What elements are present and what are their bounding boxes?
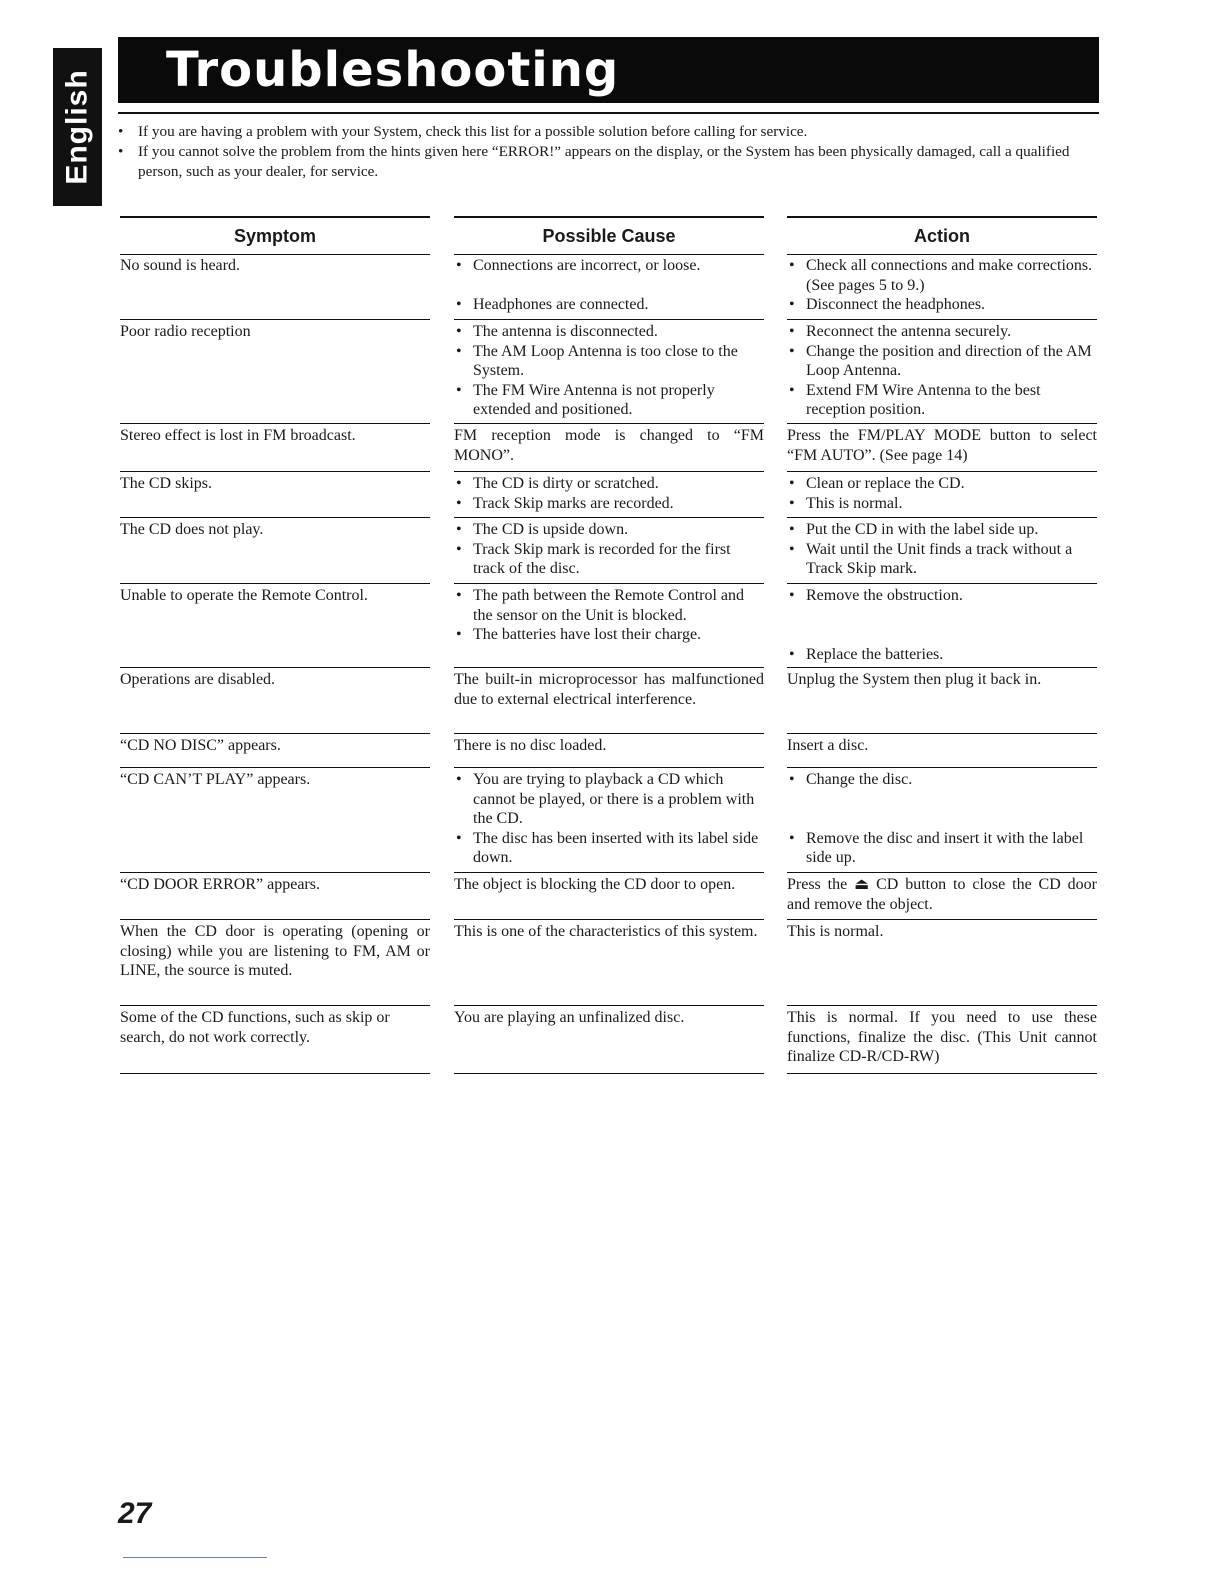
intro-list [118,122,1103,182]
footer-line [123,1557,267,1558]
action-item: • Wait until the Unit finds a track without a Track Skip mark. [787,540,1097,579]
cause-cell: The object is blocking the CD door to open. [454,872,764,895]
cause-item: • The batteries have lost their charge. [454,625,764,645]
action-item: • Replace the batteries. [787,645,1097,665]
action-cell: Insert a disc. [787,733,1097,756]
title-divider [118,112,1099,114]
cause-column [454,216,764,1026]
cause-item: • The path between the Remote Control and the sensor on the Unit is blocked. [454,586,764,625]
cause-item: • The AM Loop Antenna is too close to the System. [454,342,764,381]
action-item: • Check all connections and make corrections. (See pages 5 to 9.) [787,256,1097,295]
cause-item: • You are trying to playback a CD which cannot be played, or there is a problem with the CD. [454,770,764,829]
cause-item: • Headphones are connected. [454,295,764,315]
cause-item: • The CD is upside down. [454,520,764,540]
symptom-cell: Stereo effect is lost in FM broadcast. [120,423,430,446]
action-cell [787,767,1097,868]
symptom-cell: “CD CAN’T PLAY” appears. [120,767,430,790]
cause-cell: The built-in microprocessor has malfunctioned due to external electrical interference. [454,667,764,709]
action-item: • Remove the obstruction. [787,586,1097,606]
action-item: • Reconnect the antenna securely. [787,322,1097,342]
action-column [787,216,1097,1065]
symptom-header: Symptom [120,216,430,255]
cause-cell [454,583,764,645]
action-item: • This is normal. [787,494,1097,514]
action-header: Action [787,216,1097,255]
symptom-cell: Some of the CD functions, such as skip or search, do not work correctly. [120,1005,430,1047]
action-item: • Change the disc. [787,770,1097,790]
action-item: • Extend FM Wire Antenna to the best reception position. [787,381,1097,420]
symptom-cell: No sound is heard. [120,257,240,274]
cause-cell: FM reception mode is changed to “FM MONO”. [454,423,764,465]
language-tab [53,48,102,206]
action-item: • Put the CD in with the label side up. [787,520,1097,540]
cause-header: Possible Cause [454,216,764,255]
language-label: English [60,69,94,185]
cause-item: • The CD is dirty or scratched. [454,474,764,494]
cause-item: • Track Skip marks are recorded. [454,494,764,514]
intro-item: • If you are having a problem with your System, check this list for a possible solution before calling for service. [118,122,1103,142]
symptom-cell: Operations are disabled. [120,667,430,690]
action-cell [787,471,1097,513]
cause-cell [454,471,764,513]
cause-item: • The antenna is disconnected. [454,322,764,342]
cause-cell [454,517,764,579]
table-bottom-rule [120,1073,430,1074]
action-cell [787,254,1097,315]
cause-cell [454,319,764,420]
action-item: • Change the position and direction of the AM Loop Antenna. [787,342,1097,381]
cause-item: • Track Skip mark is recorded for the first track of the disc. [454,540,764,579]
symptom-cell: When the CD door is operating (opening or closing) while you are listening to FM, AM or LINE, the source is muted. [120,919,430,981]
cause-cell: There is no disc loaded. [454,733,764,756]
symptom-cell: “CD DOOR ERROR” appears. [120,872,430,895]
symptom-column [120,216,430,1046]
action-cell: This is normal. [787,919,1097,942]
symptom-cell: The CD skips. [120,471,430,494]
cause-cell: You are playing an unfinalized disc. [454,1005,764,1028]
action-cell [787,319,1097,420]
cause-cell [454,254,764,315]
cause-item: • The disc has been inserted with its label side down. [454,829,764,868]
symptom-cell: Poor radio reception [120,319,430,342]
action-cell [787,517,1097,579]
table-bottom-rule [787,1073,1097,1074]
symptom-cell: The CD does not play. [120,517,430,540]
action-item: • Remove the disc and insert it with the label side up. [787,829,1097,868]
cause-cell: This is one of the characteristics of this system. [454,919,764,942]
action-cell: Press the FM/PLAY MODE button to select “FM AUTO”. (See page 14) [787,423,1097,465]
action-item: • Clean or replace the CD. [787,474,1097,494]
action-cell: This is normal. If you need to use these functions, finalize the disc. (This Unit cannot finalize CD-R/CD-RW) [787,1005,1097,1067]
action-cell: Unplug the System then plug it back in. [787,667,1097,690]
intro-item: • If you cannot solve the problem from the hints given here “ERROR!” appears on the display, or the System has been physically damaged, call a qualified person, such as your dealer, for service. [118,142,1103,182]
cause-cell [454,767,764,868]
symptom-cell: “CD NO DISC” appears. [120,733,430,756]
cause-item: • Connections are incorrect, or loose. [454,256,764,276]
cause-item: • The FM Wire Antenna is not properly extended and positioned. [454,381,764,420]
symptom-cell: Unable to operate the Remote Control. [120,583,430,606]
action-item: • Disconnect the headphones. [787,295,1097,315]
title-banner [118,37,1099,103]
table-bottom-rule [454,1073,764,1074]
page-title: Troubleshooting [166,42,620,98]
action-cell [787,583,1097,664]
page-number: 27 [118,1497,152,1530]
action-cell: Press the ⏏ CD button to close the CD door and remove the object. [787,872,1097,914]
